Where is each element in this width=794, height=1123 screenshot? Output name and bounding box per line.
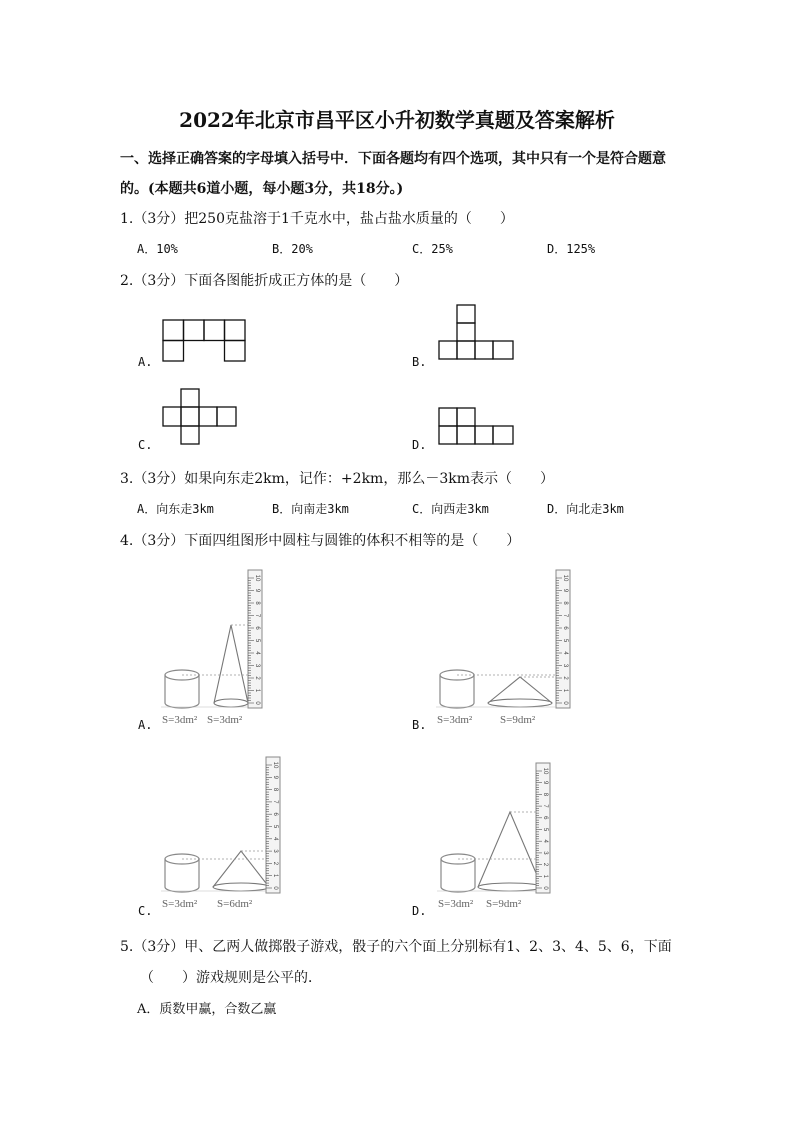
q3-option-a: A．向东走3km [137, 502, 214, 516]
q3-option-b: B．向南走3km [272, 502, 349, 516]
cone-area-label-2: S=6dm² [217, 898, 253, 910]
cone-side-3 [478, 812, 542, 887]
question-5-stem: 5.（3分）甲、乙两人做掷骰子游戏，骰子的六个面上分别标有1、2、3、4、5、6，下面 [120, 939, 672, 955]
ruler-label-5: 5 [542, 827, 548, 832]
ruler-label-7: 7 [254, 613, 260, 618]
ruler-label-6: 6 [272, 812, 278, 816]
cone-base-1 [488, 699, 552, 707]
section-heading-line2: 的。(本题共6道小题，每小题3分，共18分。) [120, 181, 404, 197]
ruler-label-8: 8 [542, 792, 548, 797]
ruler-label-0: 0 [254, 701, 260, 705]
question-5-stem-cont: （ ）游戏规则是公平的． [140, 970, 322, 986]
cylinder-area-label-3: S=3dm² [438, 898, 474, 910]
q4-label-b: B. [412, 718, 427, 732]
cylinder-area-label-1: S=3dm² [437, 714, 473, 726]
ruler-label-8: 8 [254, 601, 260, 605]
ruler-label-7: 7 [542, 804, 548, 808]
section-heading-line1: 一、选择正确答案的字母填入括号中．下面各题均有四个选项，其中只有一个是符合题意 [120, 151, 666, 167]
ruler-label-0: 0 [272, 886, 278, 890]
ruler-label-9: 9 [562, 588, 568, 593]
ruler-label-2: 2 [562, 676, 568, 680]
ruler-label-5: 5 [272, 824, 278, 829]
ruler-label-2: 2 [254, 676, 260, 680]
question-1-stem: 1.（3分）把250克盐溶于1千克水中，盐占盐水质量的（ ） [120, 211, 514, 227]
ruler-label-8: 8 [562, 601, 568, 605]
cone-area-label-1: S=9dm² [500, 714, 536, 726]
ruler-label-2: 2 [542, 862, 548, 867]
ruler-label-7: 7 [562, 613, 568, 618]
ruler-label-10: 10 [562, 574, 568, 582]
cylinder-area-label-2: S=3dm² [162, 898, 198, 910]
q3-option-d: D．向北走3km [547, 502, 624, 516]
q1-option-d: D．125% [547, 242, 596, 256]
cone-side-2 [213, 851, 269, 887]
q1-option-b: B．20% [272, 242, 313, 256]
q2-label-d: D. [412, 438, 427, 452]
ruler-label-4: 4 [542, 839, 548, 843]
ruler-label-8: 8 [272, 787, 278, 792]
cone-side-0 [214, 625, 248, 703]
page-title: 2022年北京市昌平区小升初数学真题及答案解析 [179, 108, 615, 132]
ruler-label-1: 1 [272, 874, 278, 878]
cone-base-0 [214, 699, 248, 707]
q1-option-c: C．25% [412, 242, 453, 256]
ruler-label-7: 7 [272, 800, 278, 804]
ruler-label-3: 3 [542, 851, 548, 855]
ruler-label-10: 10 [254, 574, 260, 582]
ruler-label-9: 9 [542, 781, 548, 785]
cone-area-label-0: S=3dm² [207, 714, 243, 726]
ruler-label-6: 6 [562, 626, 568, 630]
ruler-label-10: 10 [542, 767, 548, 775]
q5-option-a: A．质数甲赢，合数乙赢 [137, 1002, 277, 1017]
cone-base-3 [478, 883, 542, 891]
ruler-label-1: 1 [562, 688, 568, 693]
ruler-label-10: 10 [272, 761, 278, 769]
ruler-label-3: 3 [562, 663, 568, 668]
ruler-label-9: 9 [254, 588, 260, 593]
cone-area-label-3: S=9dm² [486, 898, 522, 910]
q1-option-a: A．10% [137, 242, 178, 256]
cylinder-area-label-0: S=3dm² [162, 714, 198, 726]
ruler-label-5: 5 [254, 638, 260, 643]
ruler-label-1: 1 [542, 874, 548, 878]
ruler-label-0: 0 [562, 701, 568, 705]
question-3-stem: 3.（3分）如果向东走2km，记作：+2km，那么－3km表示（ ） [120, 471, 554, 487]
question-2-stem: 2.（3分）下面各图能折成正方体的是（ ） [120, 273, 409, 289]
q2-label-c: C. [138, 438, 153, 452]
ruler-label-1: 1 [254, 688, 260, 693]
q4-label-a: A. [138, 718, 153, 732]
ruler-label-4: 4 [562, 651, 568, 655]
ruler-label-3: 3 [254, 663, 260, 668]
ruler-label-0: 0 [542, 886, 548, 890]
q2-label-b: B. [412, 355, 427, 369]
ruler-label-6: 6 [542, 816, 548, 820]
ruler-label-2: 2 [272, 861, 278, 866]
ruler-label-5: 5 [562, 638, 568, 643]
ruler-label-4: 4 [272, 837, 278, 841]
ruler-label-6: 6 [254, 626, 260, 630]
q3-option-c: C．向西走3km [412, 502, 489, 516]
ruler-label-4: 4 [254, 651, 260, 655]
ruler-label-3: 3 [272, 849, 278, 853]
cone-base-2 [213, 883, 269, 891]
q4-label-d: D. [412, 904, 427, 918]
question-4-stem: 4.（3分）下面四组图形中圆柱与圆锥的体积不相等的是（ ） [120, 533, 521, 549]
ruler-label-9: 9 [272, 775, 278, 779]
q4-label-c: C. [138, 904, 153, 918]
q2-label-a: A. [138, 355, 153, 369]
